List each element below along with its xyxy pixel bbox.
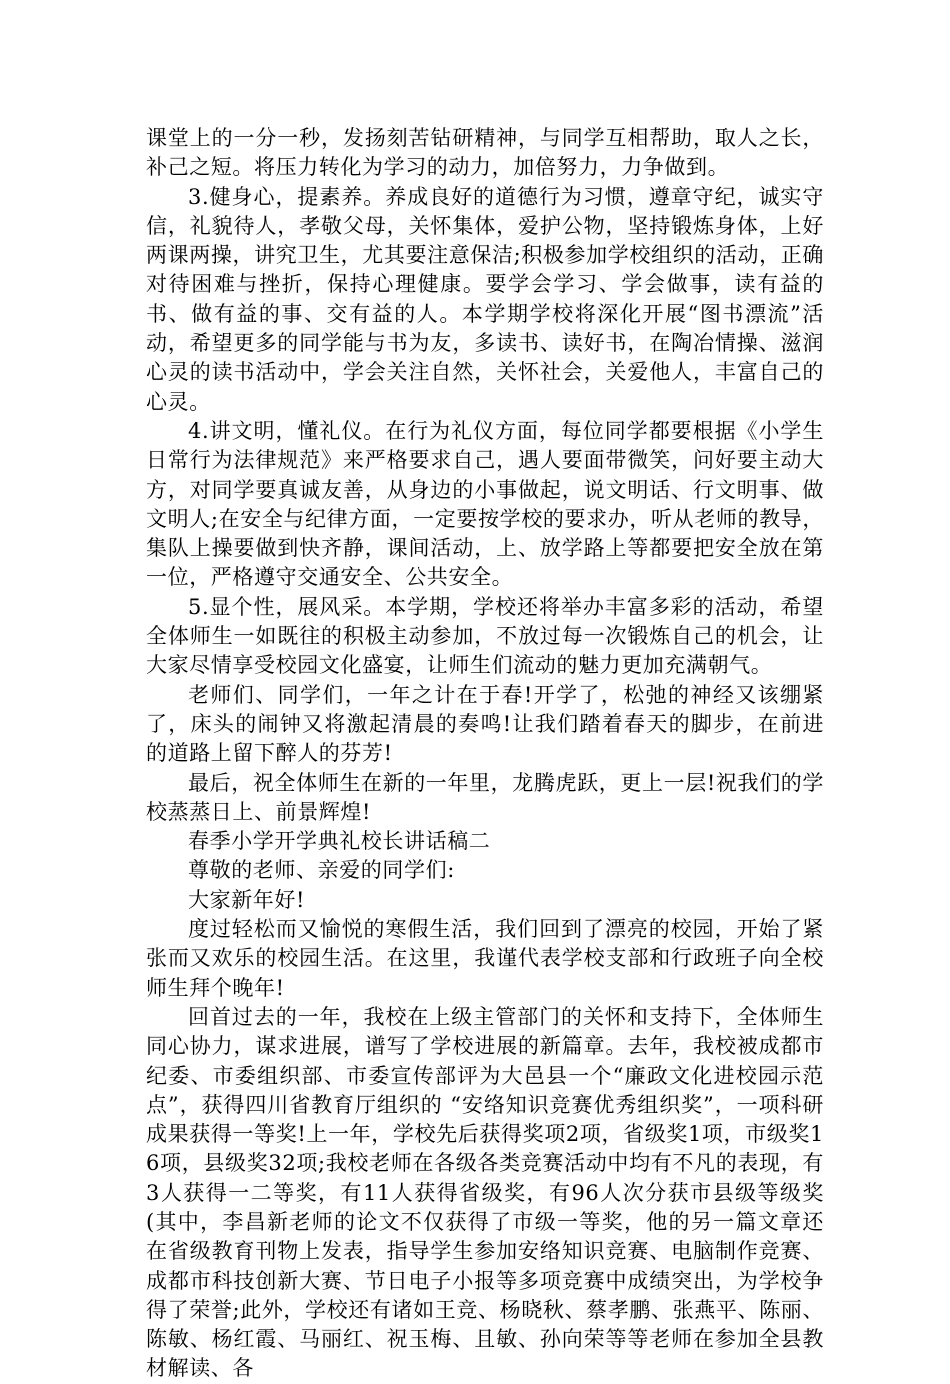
document-body — [146, 124, 824, 1384]
paragraph-return: 度过轻松而又愉悦的寒假生活，我们回到了漂亮的校园，开始了紧张而又欢乐的校园生活。在这里，我谨代表学校支部和行政班子向全校师生拜个晚年! — [146, 917, 824, 1000]
section-title: 春季小学开学典礼校长讲话稿二 — [188, 829, 491, 854]
paragraph-closing: 最后，祝全体师生在新的一年里，龙腾虎跃，更上一层!祝我们的学校蒸蒸日上、前景辉煌! — [146, 770, 824, 824]
paragraph-review: 回首过去的一年，我校在上级主管部门的关怀和支持下，全体师生同心协力，谋求进展，谱写了学校进展的新篇章。去年，我校被成都市纪委、市委组织部、市委宣传部评为大邑县一个“廉政文化进校园示范点”，获得四川省教育厅组织的 “安络知识竞赛优秀组织奖”，一项科研成果获得一等奖!上一年，学校先后获得奖项2项，省级奖1项，市级奖16项，县级奖32项;我校老师在各级各类竞赛活动中均有不凡的表现，有3人获得一二等奖，有11人获得省级奖，有96人次分获市县级等级奖(其中，李昌新老师的论文不仅获得了市级一等奖，他的另一篇文章还在省级教育刊物上发表，指导学生参加安络知识竞赛、电脑制作竞赛、成都市科技创新大赛、节日电子小报等多项竞赛中成绩突出，为学校争得了荣誉;此外，学校还有诸如王竞、杨晓秋、蔡孝鹏、张燕平、陈丽、陈敏、杨红霞、马丽红、祝玉梅、且敏、孙向荣等等老师在参加全县教材解读、各 — [146, 1004, 824, 1381]
greeting: 大家新年好! — [188, 887, 306, 912]
salutation: 尊敬的老师、亲爱的同学们: — [188, 858, 455, 883]
paragraph-item-3: 3.健身心，提素养。养成良好的道德行为习惯，遵章守纪，诚实守信，礼貌待人，孝敬父母，关怀集体，爱护公物，坚持锻炼身体，上好两课两操，讲究卫生，尤其要注意保洁;积极参加学校组织的活动，正确对待困难与挫折，保持心理健康。要学会学习、学会做事，读有益的书、做有益的事、交有益的人。本学期学校将深化开展“图书漂流”活动，希望更多的同学能与书为友，多读书、读好书，在陶冶情操、滋润心灵的读书活动中，学会关注自然，关怀社会，关爱他人，丰富自己的心灵。 — [146, 184, 824, 414]
paragraph-item-5: 5.显个性，展风采。本学期，学校还将举办丰富多彩的活动，希望全体师生一如既往的积极主动参加，不放过每一次锻炼自己的机会，让大家尽情享受校园文化盛宴，让师生们流动的魅力更加充满朝气。 — [146, 594, 824, 678]
paragraph-item-4: 4.讲文明，懂礼仪。在行为礼仪方面，每位同学都要根据《小学生日常行为法律规范》来严格要求自己，遇人要面带微笑，问好要主动大方，对同学要真诚友善，从身边的小事做起，说文明话、行文明事、做文明人;在安全与纪律方面，一定要按学校的要求办，听从老师的教导，集队上操要做到快齐静，课间活动，上、放学路上等都要把安全放在第一位，严格遵守交通安全、公共安全。 — [146, 418, 824, 590]
paragraph-continuation: 课堂上的一分一秒，发扬刻苦钻研精神，与同学互相帮助，取人之长，补己之短。将压力转化为学习的动力，加倍努力，力争做到。 — [146, 126, 824, 180]
paragraph-spring: 老师们、同学们，一年之计在于春!开学了，松弛的神经又该绷紧了，床头的闹钟又将激起清晨的奏鸣!让我们踏着春天的脚步，在前进的道路上留下醉人的芬芳! — [146, 682, 824, 766]
